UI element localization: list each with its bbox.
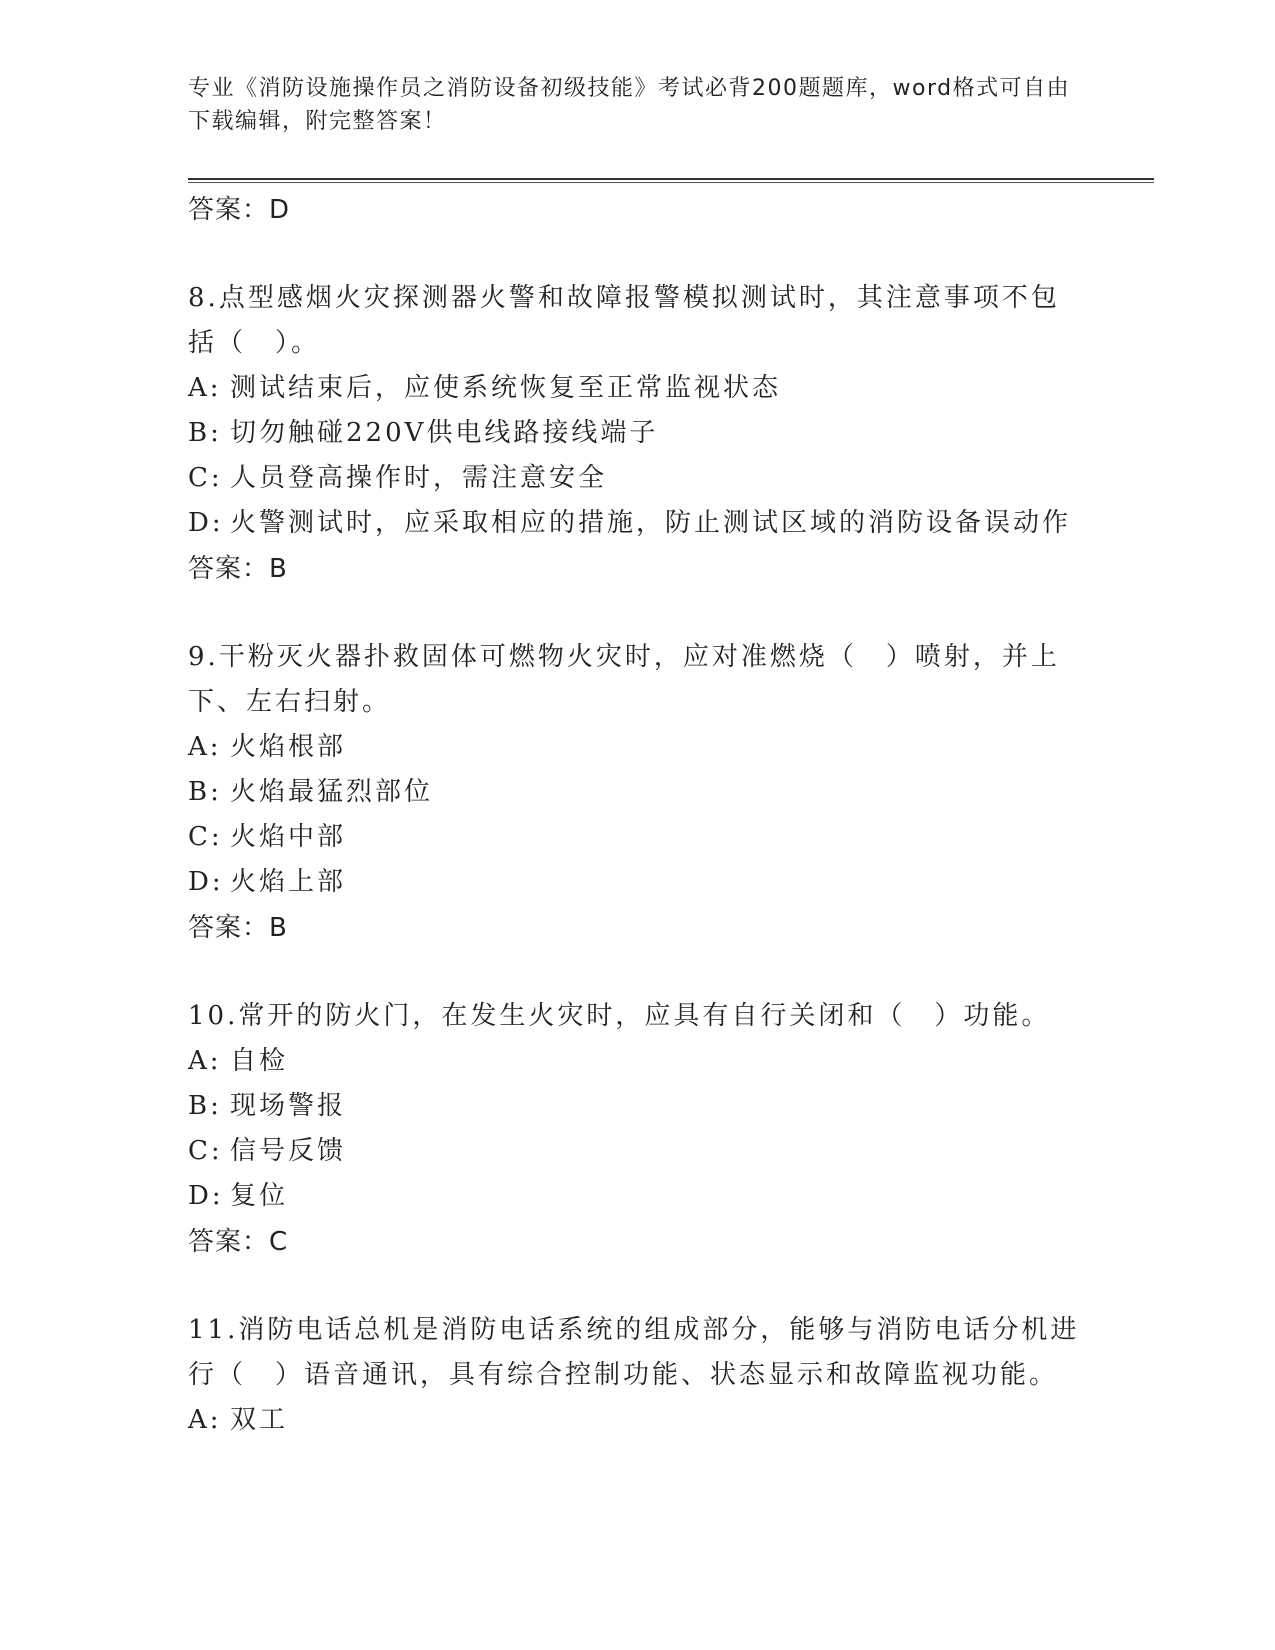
option-label: C: [188,1136,223,1166]
option-text: 火焰最猛烈部位 [230,777,434,807]
option-text: 现场警报 [230,1091,347,1121]
option-label: B: [188,1091,222,1121]
answer-line: 答案：C [188,1227,289,1257]
question-text [188,994,1088,1039]
answer-line: 答案：B [188,554,288,584]
option-text: 信号反馈 [230,1136,347,1166]
question-text [188,1308,1088,1398]
question-list [188,187,1088,1443]
option-label: C: [188,463,223,493]
answer-line: 答案：D [188,195,291,225]
option-d [188,501,1088,546]
option-b [188,1084,1088,1129]
answer-line: 答案：B [188,913,288,943]
option-a [188,366,1088,411]
option-text: 火警测试时，应采取相应的措施，防止测试区域的消防设备误动作 [230,508,1072,538]
option-label: D: [188,867,224,897]
option-a [188,1398,1088,1443]
option-text: 人员登高操作时，需注意安全 [230,463,608,493]
option-text: 双工 [230,1405,289,1435]
question-stem: 干粉灭火器扑救固体可燃物火灾时，应对准燃烧（ ）喷射，并上下、左右扫射。 [188,642,1060,717]
option-a [188,1039,1088,1084]
option-label: A: [188,732,222,762]
option-text: 火焰根部 [230,732,347,762]
document-header: 专业《消防设施操作员之消防设备初级技能》考试必背200题题库，word格式可自由下载编辑，附完整答案！ [188,76,1071,134]
question-text [188,276,1088,366]
option-a [188,725,1088,770]
question-block [188,635,1088,951]
question-text [188,635,1088,725]
question-stem: 点型感烟火灾探测器火警和故障报警模拟测试时，其注意事项不包括（ ）。 [188,283,1060,358]
question-number: 8. [188,283,219,313]
question-number: 11. [188,1315,239,1345]
option-label: A: [188,1405,222,1435]
option-label: B: [188,418,222,448]
option-text: 切勿触碰220V供电线路接线端子 [230,418,659,448]
option-c [188,456,1088,501]
question-number: 9. [188,642,219,672]
question-block [188,1308,1088,1443]
option-text: 测试结束后，应使系统恢复至正常监视状态 [230,373,782,403]
option-d [188,1174,1088,1219]
option-text: 火焰上部 [230,867,347,897]
option-d [188,860,1088,905]
question-block [188,276,1088,592]
option-b [188,770,1088,815]
option-text: 复位 [230,1181,289,1211]
header-divider [188,178,1154,180]
option-label: D: [188,508,224,538]
option-text: 火焰中部 [230,822,347,852]
question-number: 10. [188,1001,239,1031]
question-stem: 消防电话总机是消防电话系统的组成部分，能够与消防电话分机进行（ ）语音通讯，具有综合控制功能、状态显示和故障监视功能。 [188,1315,1080,1390]
question-block [188,994,1088,1265]
option-label: C: [188,822,223,852]
option-text: 自检 [230,1046,289,1076]
header-divider-thin [188,182,1154,183]
question-stem: 常开的防火门，在发生火灾时，应具有自行关闭和（ ）功能。 [238,1001,1051,1031]
option-label: B: [188,777,222,807]
option-c [188,1129,1088,1174]
option-b [188,411,1088,456]
option-label: D: [188,1181,224,1211]
option-label: A: [188,1046,222,1076]
option-c [188,815,1088,860]
option-label: A: [188,373,222,403]
